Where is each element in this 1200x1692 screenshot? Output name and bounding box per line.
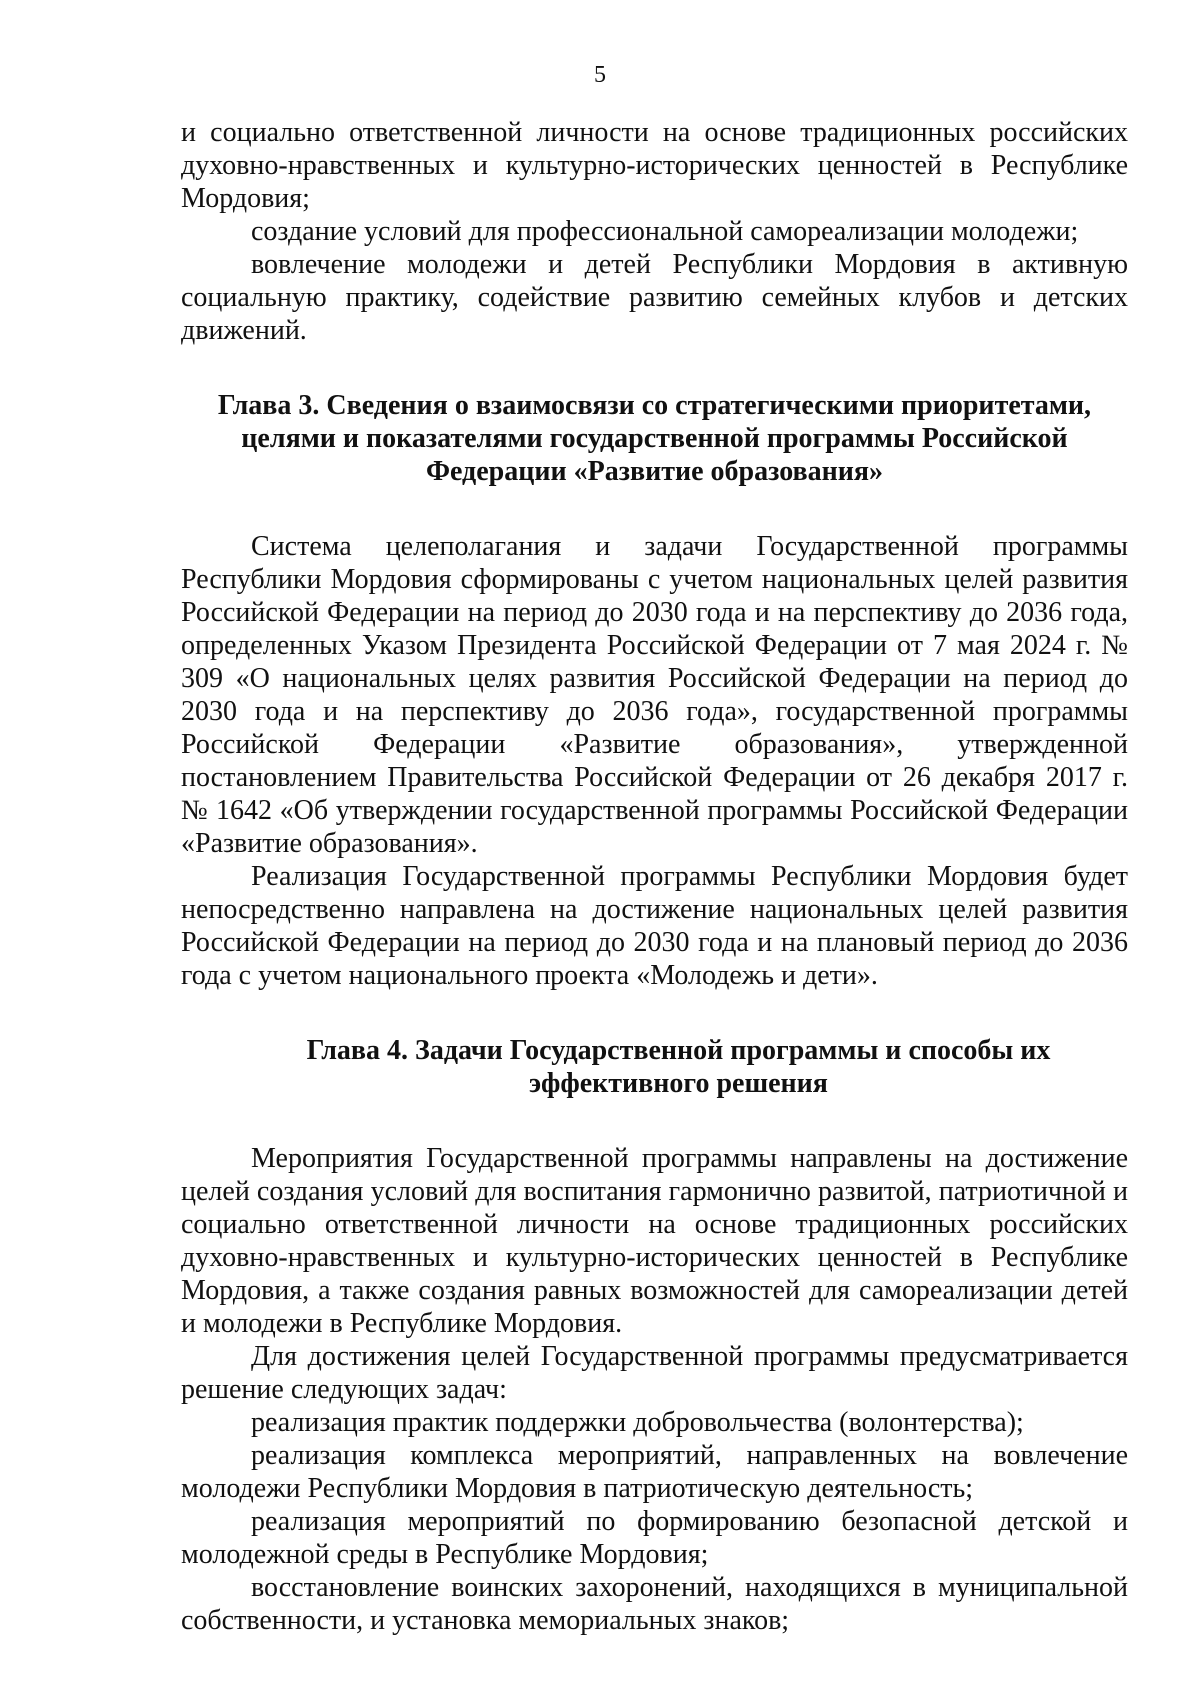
chapter-4-heading-line: Глава 4. Задачи Государственной программы и способы их xyxy=(306,1035,1051,1066)
chapter-3-heading-line: Федерации «Развитие образования» xyxy=(425,456,884,487)
chapter-4-heading xyxy=(181,1034,1128,1100)
chapter-4-paragraph: Для достижения целей Государственной программы предусматривается решение следующих задач: xyxy=(181,1341,1128,1405)
task-list-item: реализация практик поддержки добровольчества (волонтерства); xyxy=(251,1407,1024,1438)
task-list-item: реализация комплекса мероприятий, направленных на вовлечение молодежи Республики Мордовия в патриотическую деятельность; xyxy=(181,1440,1128,1504)
task-list-item: реализация мероприятий по формированию безопасной детской и молодежной среды в Республике Мордовия; xyxy=(181,1506,1128,1570)
chapter-4-paragraph: Мероприятия Государственной программы направлены на достижение целей создания условий для воспитания гармонично развитой, патриотичной и социально ответственной личности на основе традиционных российских духовно-нравственных и культурно-исторических ценностей в Республике Мордовия, а также создания равных возможностей для самореализации детей и молодежи в Республике Мордовия. xyxy=(181,1143,1128,1339)
document-body xyxy=(181,116,1128,1637)
chapter-3-paragraph: Система целеполагания и задачи Государственной программы Республики Мордовия сформированы с учетом национальных целей развития Российской Федерации на период до 2030 года и на перспективу до 2036 года, определенных Указом Президента Российской Федерации от 7 мая 2024 г. № 309 «О национальных целях развития Российской Федерации на период до 2030 года и на перспективу до 2036 года», государственной программы Российской Федерации «Развитие образования», утвержденной постановлением Правительства Российской Федерации от 26 декабря 2017 г. № 1642 «Об утверждении государственной программы Российской Федерации «Развитие образования». xyxy=(181,531,1128,859)
chapter-3-heading xyxy=(181,389,1128,488)
intro-item: создание условий для профессиональной самореализации молодежи; xyxy=(251,216,1079,247)
intro-item: вовлечение молодежи и детей Республики Мордовия в активную социальную практику, содействие развитию семейных клубов и детских движений. xyxy=(181,249,1128,346)
chapter-3-heading-line: целями и показателями государственной программы Российской xyxy=(241,423,1068,454)
chapter-3-paragraph: Реализация Государственной программы Республики Мордовия будет непосредственно направлена на достижение национальных целей развития Российской Федерации на период до 2030 года и на плановый период до 2036 года с учетом национального проекта «Молодежь и дети». xyxy=(181,861,1128,991)
intro-item: и социально ответственной личности на основе традиционных российских духовно-нравственных и культурно-исторических ценностей в Республике Мордовия; xyxy=(181,117,1128,214)
chapter-4-heading-line: эффективного решения xyxy=(529,1068,828,1099)
page-number: 5 xyxy=(594,62,606,88)
chapter-3-heading-line: Глава 3. Сведения о взаимосвязи со стратегическими приоритетами, xyxy=(217,390,1092,421)
task-list-item: восстановление воинских захоронений, находящихся в муниципальной собственности, и установка мемориальных знаков; xyxy=(181,1572,1128,1636)
